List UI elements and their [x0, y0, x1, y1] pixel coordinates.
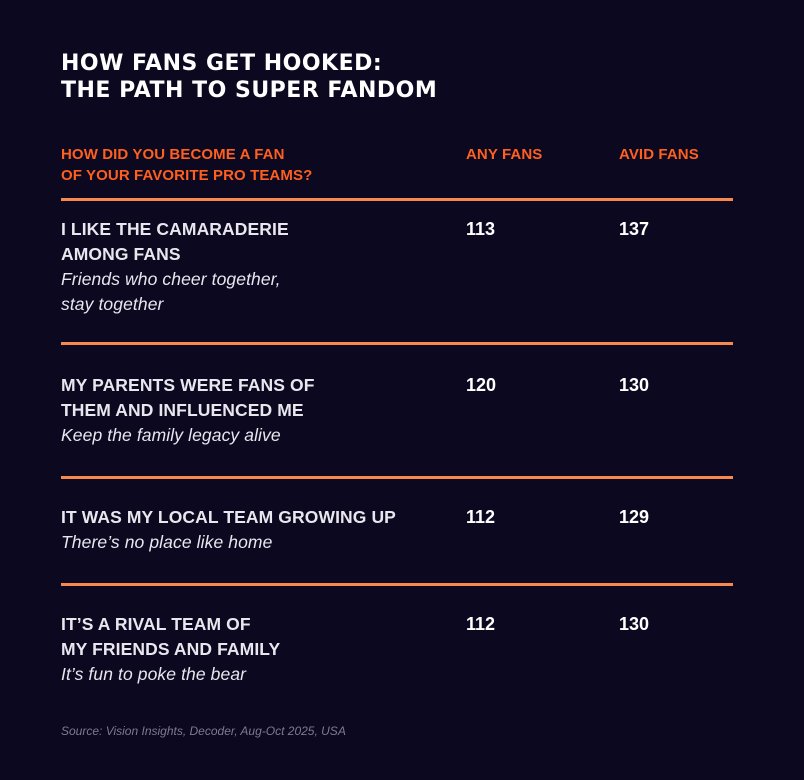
- row-reason: [61, 373, 451, 448]
- column-header-question-line-2: OF YOUR FAVORITE PRO TEAMS?: [61, 167, 313, 184]
- row-subtitle-line: stay together: [61, 294, 164, 314]
- row-reason-line: MY PARENTS WERE FANS OF: [61, 375, 315, 395]
- value-avid-fans: 130: [619, 614, 650, 634]
- row-subtitle-line: Friends who cheer together,: [61, 269, 281, 289]
- row-subtitle-line: It’s fun to poke the bear: [61, 664, 247, 684]
- row-reason: [61, 505, 451, 555]
- column-header-avid-fans: AVID FANS: [619, 146, 699, 163]
- row-subtitle-line: Keep the family legacy alive: [61, 425, 281, 445]
- row-reason-line: MY FRIENDS AND FAMILY: [61, 639, 281, 659]
- column-header-question-line-1: HOW DID YOU BECOME A FAN: [61, 146, 285, 163]
- row-reason-line: IT WAS MY LOCAL TEAM GROWING UP: [61, 507, 396, 527]
- row-reason: [61, 217, 451, 317]
- row-divider: [61, 583, 733, 586]
- row-reason-line: I LIKE THE CAMARADERIE: [61, 219, 289, 239]
- value-avid-fans: 129: [619, 507, 650, 527]
- row-reason-line: IT’S A RIVAL TEAM OF: [61, 614, 251, 634]
- chart-title: [61, 50, 437, 104]
- value-any-fans: 120: [466, 375, 497, 395]
- row-reason-line: AMONG FANS: [61, 244, 181, 264]
- value-any-fans: 113: [466, 219, 496, 239]
- value-avid-fans: 130: [619, 375, 650, 395]
- fandom-table-card: [61, 0, 733, 780]
- row-divider: [61, 476, 733, 479]
- value-avid-fans: 137: [619, 219, 650, 239]
- value-any-fans: 112: [466, 507, 496, 527]
- source-note: Source: Vision Insights, Decoder, Aug-Oct 2025, USA: [61, 724, 346, 738]
- chart-title-line-2: THE PATH TO SUPER FANDOM: [61, 78, 438, 103]
- row-divider: [61, 342, 733, 345]
- chart-title-line-1: HOW FANS GET HOOKED:: [61, 51, 383, 76]
- row-subtitle-line: There’s no place like home: [61, 532, 273, 552]
- row-reason-line: THEM AND INFLUENCED ME: [61, 400, 304, 420]
- row-reason: [61, 612, 451, 687]
- column-header-any-fans: ANY FANS: [466, 146, 543, 163]
- value-any-fans: 112: [466, 614, 496, 634]
- column-header-question: [61, 144, 451, 186]
- row-divider: [61, 198, 733, 201]
